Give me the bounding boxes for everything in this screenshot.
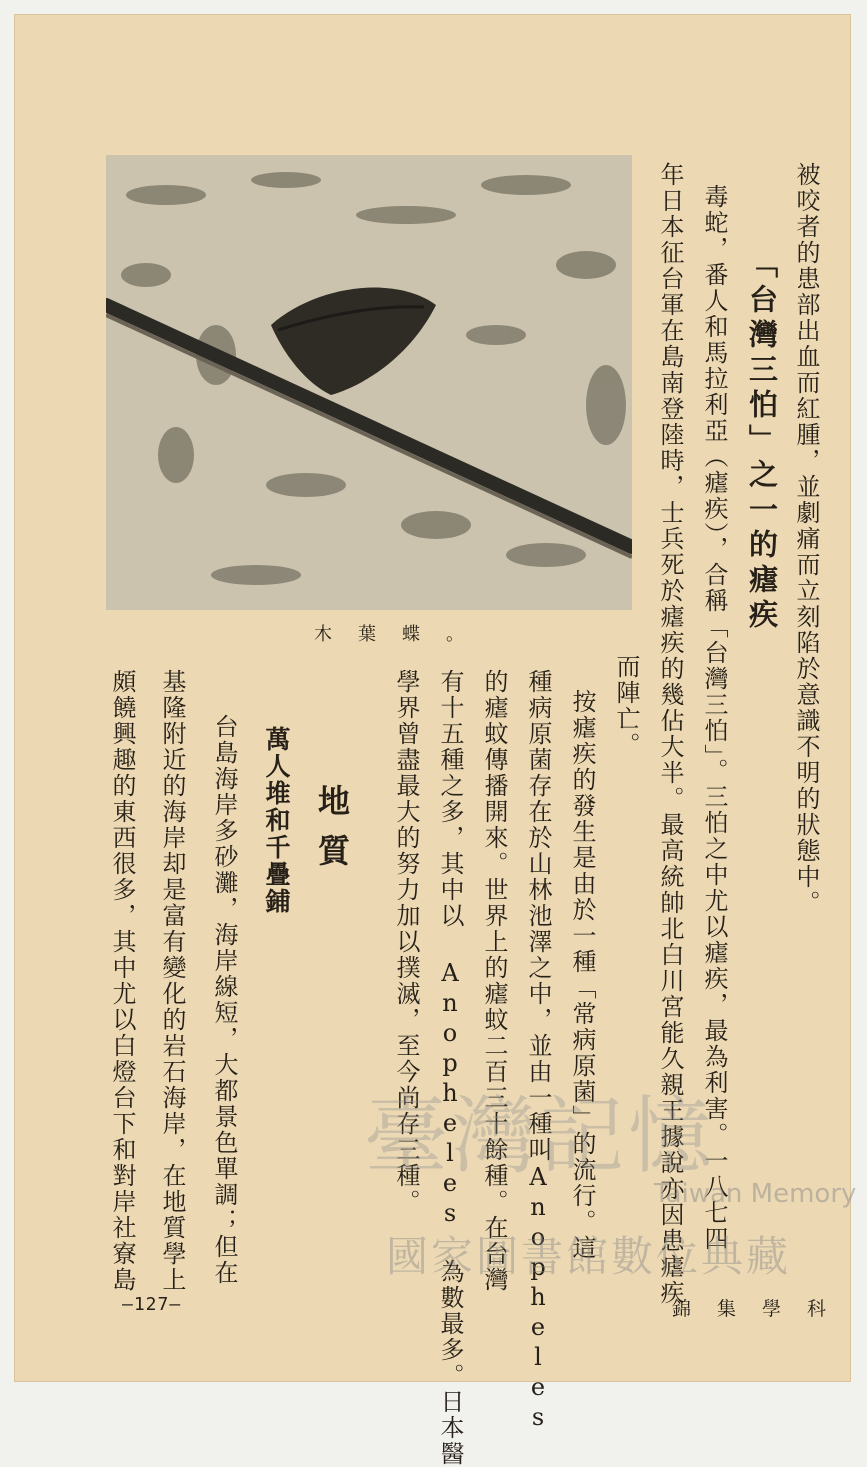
text-column: 有十五種之多，其中以 Anopheles 為數最多。日本醫 xyxy=(436,669,464,1467)
watermark-chinese: 臺灣記憶 xyxy=(364,1087,717,1185)
butterfly-photo xyxy=(106,155,632,610)
text-column: 頗饒興趣的東西很多，其中尤以白燈台下和對岸社寮島 xyxy=(108,669,136,1293)
section-heading-malaria: 「台灣三怕」之一的瘧疾 xyxy=(745,249,779,634)
section-title-geology: 地質 xyxy=(313,784,351,884)
text-column: 基隆附近的海岸却是富有變化的岩石海岸，在地質學上 xyxy=(158,669,186,1293)
running-title: 錦集學科 xyxy=(672,1298,853,1320)
text-column: 毒蛇，番人和馬拉利亞（瘧疾），合稱「台灣三怕」。三怕之中尤以瘧疾，最為利害。一八七四 xyxy=(700,184,728,1252)
watermark-english: Taiwan Memory xyxy=(654,1179,857,1209)
text-column: 而陣亡。 xyxy=(612,654,640,758)
text-column: 被咬者的患部出血而紅腫，並劇痛而立刻陷於意識不明的狀態中。 xyxy=(792,162,820,916)
subsection-heading: 萬人堆和千疊鋪 xyxy=(262,726,291,915)
text-column: 台島海岸多砂灘，海岸線短，大都景色單調；但在 xyxy=(210,714,238,1286)
text-column: 的瘧蚊傳播開來。世界上的瘧蚊二百三十餘種。在台灣 xyxy=(480,669,508,1293)
text-column: 學界曾盡最大的努力加以撲滅，至今尚存三種。 xyxy=(392,669,420,1215)
text-column: 按瘧疾的發生是由於一種「常病原菌」的流行。這 xyxy=(568,689,596,1261)
book-page xyxy=(14,14,857,1467)
photo-caption: 木葉蝶。 xyxy=(314,624,490,645)
watermark-institution: 國家圖書館數位典藏 xyxy=(386,1232,792,1281)
page-number: —127— xyxy=(122,1294,182,1315)
text-column: 年日本征台軍在島南登陸時，士兵死於瘧疾的幾佔大半。最高統帥北白川宮能久親王據說亦因患瘧疾 xyxy=(656,162,684,1306)
text-column: 種病原菌存在於山林池澤之中，並由一種叫Anopheles xyxy=(524,669,552,1433)
